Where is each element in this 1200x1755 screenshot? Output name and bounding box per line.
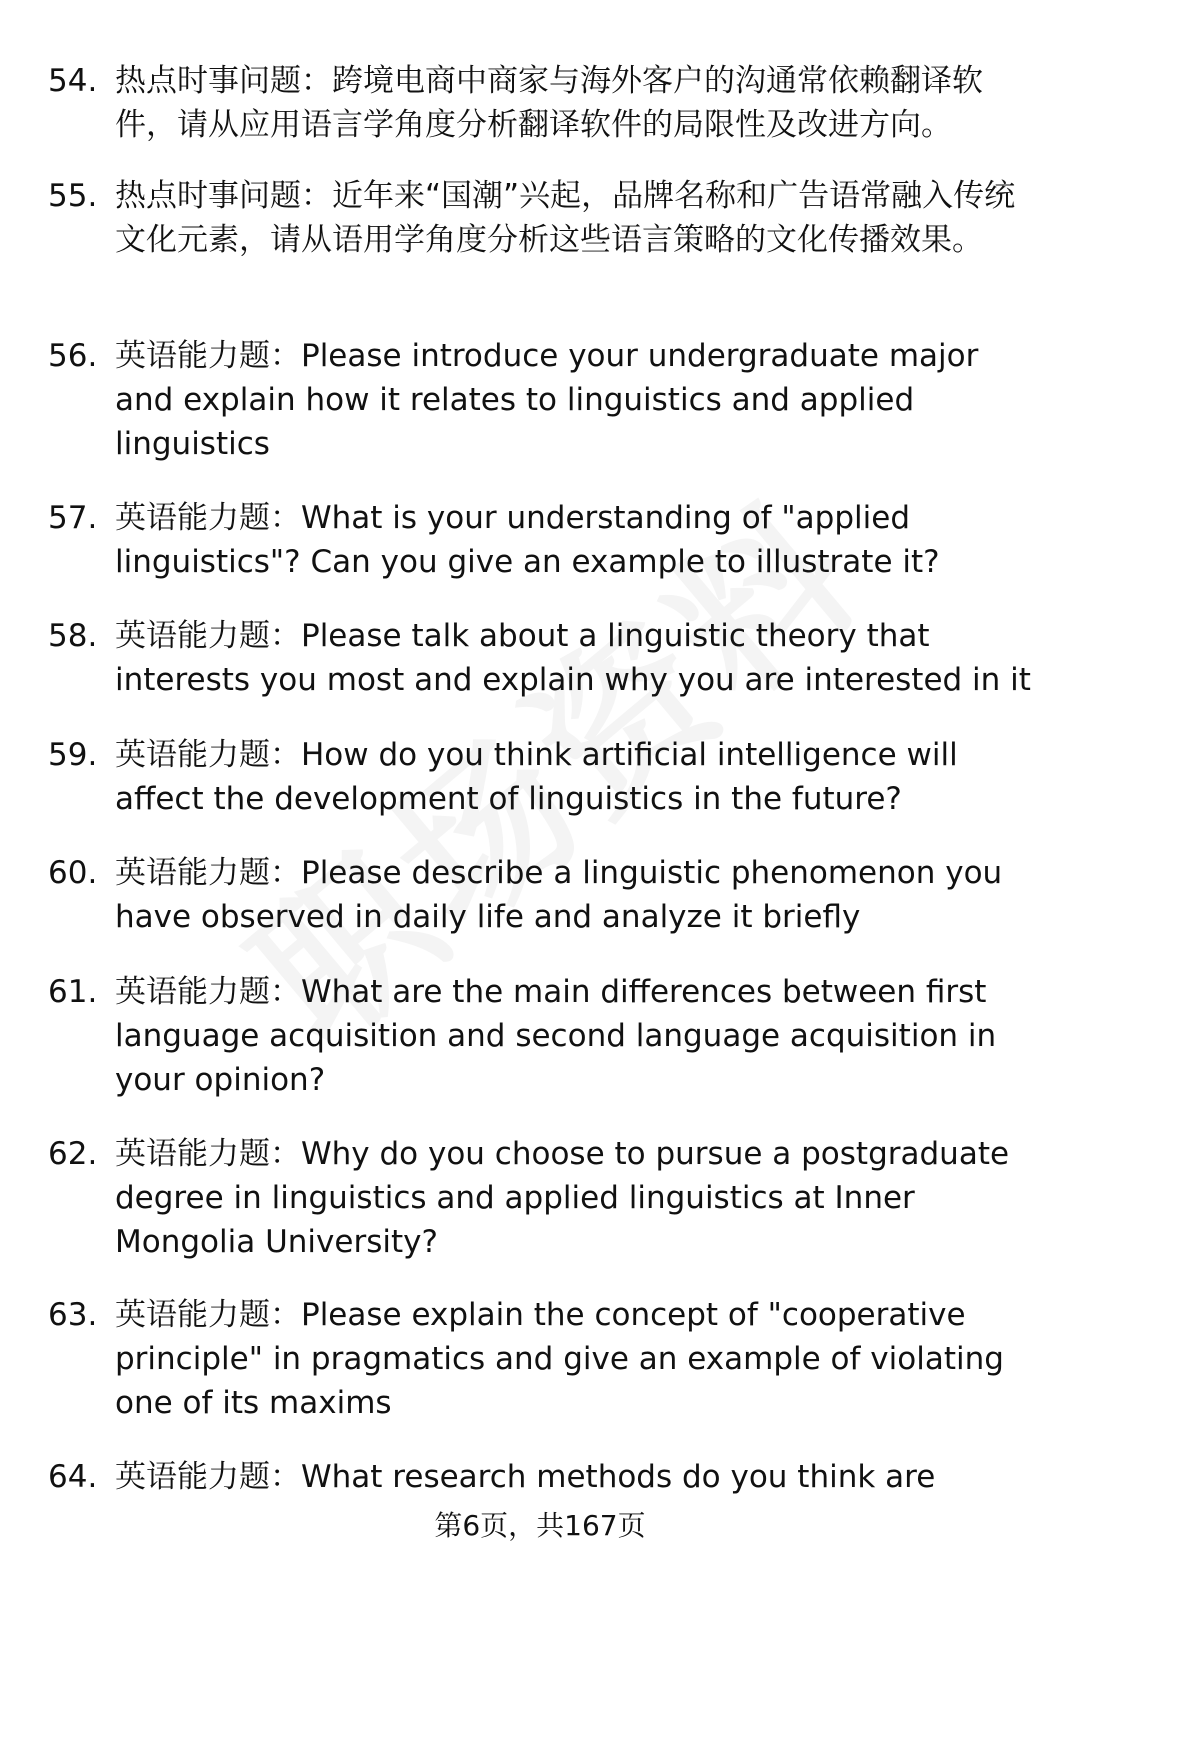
question-text: 英语能力题：What research methods do you think are (115, 1459, 936, 1495)
question-item (48, 733, 1038, 821)
question-text: 英语能力题：Please talk about a linguistic theory that interests you most and explain why you are interested in it (115, 618, 1031, 698)
question-text: 英语能力题：What is your understanding of "applied linguistics"? Can you give an example to illustrate it? (115, 500, 940, 580)
question-text: 英语能力题：How do you think artificial intelligence will affect the development of linguistics in the future? (115, 737, 958, 817)
question-item (48, 1132, 1038, 1264)
question-number: 62. (48, 1136, 98, 1172)
page-number: 第6页，共167页 (434, 1509, 646, 1542)
question-text: 英语能力题：Please introduce your undergraduate major and explain how it relates to linguistics and applied linguistics (115, 338, 979, 462)
question-number: 57. (48, 500, 98, 536)
question-text: 英语能力题：Please explain the concept of "cooperative principle" in pragmatics and give an example of violating one of its maxims (115, 1297, 1004, 1421)
question-number: 63. (48, 1297, 98, 1333)
question-item (48, 851, 1038, 939)
question-number: 56. (48, 338, 98, 374)
question-text: 热点时事问题：近年来“国潮”兴起，品牌名称和广告语常融入传统文化元素，请从语用学角度分析这些语言策略的文化传播效果。 (115, 178, 1016, 258)
question-number: 59. (48, 737, 98, 773)
question-item (48, 174, 1038, 262)
question-number: 58. (48, 618, 98, 654)
question-text: 英语能力题：Why do you choose to pursue a postgraduate degree in linguistics and applied linguistics at Inner Mongolia University? (115, 1136, 1010, 1260)
question-number: 60. (48, 855, 98, 891)
question-item (48, 614, 1038, 702)
question-text: 英语能力题：What are the main differences between first language acquisition and second language acquisition in your opinion? (115, 974, 997, 1098)
question-text: 热点时事问题：跨境电商中商家与海外客户的沟通常依赖翻译软件，请从应用语言学角度分析翻译软件的局限性及改进方向。 (115, 63, 983, 143)
question-item (48, 334, 1038, 466)
question-number: 55. (48, 178, 98, 214)
question-item (48, 59, 1038, 147)
question-number: 54. (48, 63, 98, 99)
question-number: 64. (48, 1459, 98, 1495)
question-item (48, 496, 1038, 584)
question-item (48, 970, 1038, 1102)
question-item (48, 1455, 1038, 1499)
question-item (48, 1293, 1038, 1425)
question-number: 61. (48, 974, 98, 1010)
question-text: 英语能力题：Please describe a linguistic phenomenon you have observed in daily life and analyze it briefly (115, 855, 1003, 935)
